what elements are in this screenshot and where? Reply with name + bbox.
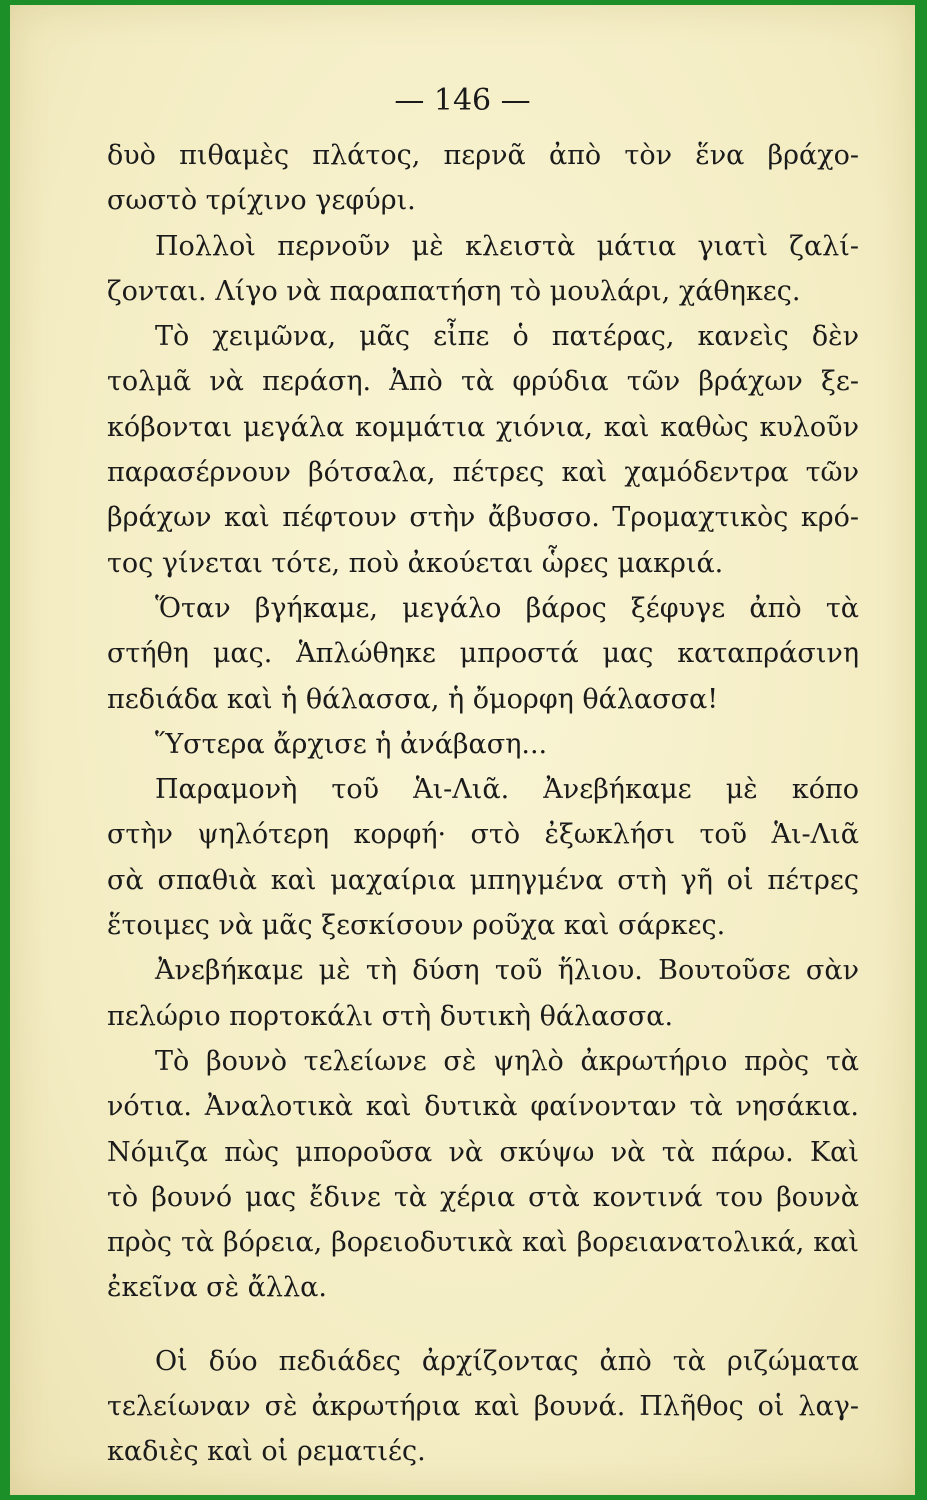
- text-line: Τὸ βουνὸ τελείωνε σὲ ψηλὸ ἀκρωτήριο πρὸς τὰ: [155, 1045, 859, 1077]
- text-line: σὰ σπαθιὰ καὶ μαχαίρια μπηγμένα στὴ γῆ οἱ πέτρες: [107, 864, 859, 896]
- text-line: παρασέρνουν βότσαλα, πέτρες καὶ χαμόδεντρα τῶν: [107, 457, 859, 489]
- page-number: — 146 —: [394, 83, 531, 118]
- text-line: πεδιάδα καὶ ἡ θάλασσα, ἡ ὄμορφη θάλασσα!: [107, 683, 719, 715]
- text-line: τελείωναν σὲ ἀκρωτήρια καὶ βουνά. Πλῆθος οἱ λαγ-: [107, 1391, 859, 1423]
- paragraph-gap: [107, 1311, 859, 1339]
- text-line: Ὕστερα ἄρχισε ἡ ἀνάβαση...: [155, 728, 548, 760]
- text-line: τος γίνεται τότε, ποὺ ἀκούεται ὧρες μακριά.: [107, 547, 724, 579]
- text-line: κόβονται μεγάλα κομμάτια χιόνια, καὶ καθὼς κυλοῦν: [107, 411, 859, 443]
- text-line: Τὸ χειμῶνα, μᾶς εἶπε ὁ πατέρας, κανεὶς δὲν: [155, 321, 859, 353]
- text-line: στήθη μας. Ἁπλώθηκε μπροστά μας καταπράσινη: [107, 638, 859, 670]
- text-line: δυὸ πιθαμὲς πλάτος, περνᾶ ἀπὸ τὸν ἕνα βράχο-: [107, 140, 859, 171]
- text-line: τὸ βουνό μας ἔδινε τὰ χέρια στὰ κοντινά του βουνὰ: [107, 1181, 859, 1213]
- text-line: καδιὲς καὶ οἱ ρεματιές.: [107, 1436, 426, 1468]
- text-line: ἕτοιμες νὰ μᾶς ξεσκίσουν ροῦχα καὶ σάρκες.: [107, 910, 726, 942]
- text-line: σωστὸ τρίχινο γεφύρι.: [107, 185, 416, 217]
- text-line: Ἀνεβήκαμε μὲ τὴ δύση τοῦ ἥλιου. Βουτοῦσε σὰν: [155, 955, 859, 987]
- text-line: Οἱ δύο πεδιάδες ἀρχίζοντας ἀπὸ τὰ ριζώματα: [155, 1345, 859, 1377]
- text-line: Παραμονὴ τοῦ Ἁι-Λιᾶ. Ἀνεβήκαμε μὲ κόπο: [155, 774, 859, 806]
- text-line: στὴν ψηλότερη κορφή· στὸ ἐξωκλήσι τοῦ Ἁι-Λιᾶ: [107, 819, 859, 851]
- body-text: [107, 133, 859, 1475]
- text-line: ζονται. Λίγο νὰ παραπατήση τὸ μουλάρι, χάθηκες.: [107, 275, 801, 307]
- text-line: Ὅταν βγήκαμε, μεγάλο βάρος ξέφυγε ἀπὸ τὰ: [155, 592, 859, 624]
- text-line: Νόμιζα πὼς μποροῦσα νὰ σκύψω νὰ τὰ πάρω. Καὶ: [107, 1136, 859, 1168]
- book-page: [10, 5, 915, 1495]
- text-line: πρὸς τὰ βόρεια, βορειοδυτικὰ καὶ βορειανατολικά, καὶ: [107, 1227, 859, 1259]
- text-line: ἐκεῖνα σὲ ἄλλα.: [107, 1272, 327, 1304]
- text-line: νότια. Ἀναλοτικὰ καὶ δυτικὰ φαίνονταν τὰ νησάκια.: [107, 1091, 859, 1123]
- text-line: βράχων καὶ πέφτουν στὴν ἄβυσσο. Τρομαχτικὸς κρό-: [107, 502, 859, 534]
- text-line: Πολλοὶ περνοῦν μὲ κλειστὰ μάτια γιατὶ ζαλί-: [155, 230, 859, 262]
- text-line: πελώριο πορτοκάλι στὴ δυτικὴ θάλασσα.: [107, 1000, 674, 1032]
- text-line: τολμᾶ νὰ περάση. Ἀπὸ τὰ φρύδια τῶν βράχων ξε-: [107, 366, 859, 398]
